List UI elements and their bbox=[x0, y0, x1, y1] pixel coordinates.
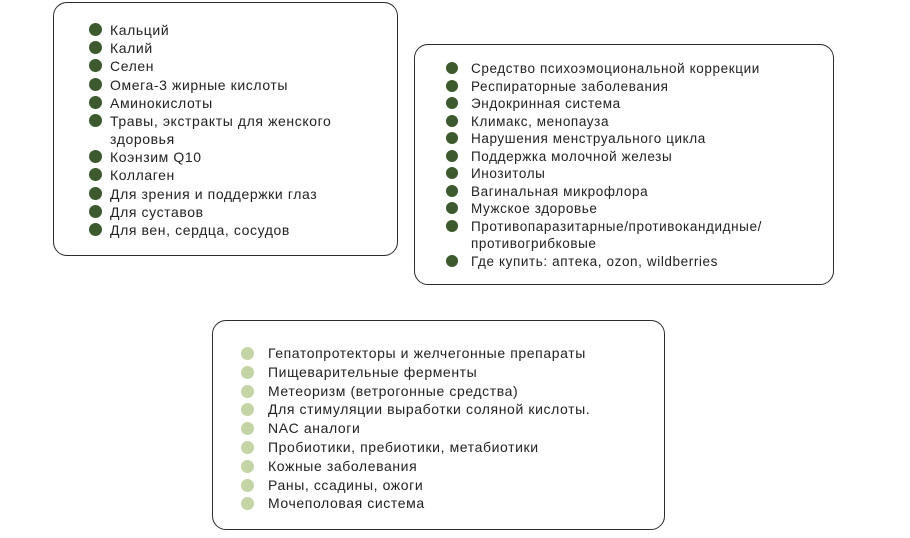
list-item-label: Травы, экстракты для женского здоровья bbox=[110, 112, 332, 147]
list-item-label: Гепатопротекторы и желчегонные препараты bbox=[268, 345, 586, 361]
list-item bbox=[446, 200, 816, 218]
list-item bbox=[446, 148, 816, 166]
bullet-icon bbox=[89, 223, 102, 236]
list-item-label: Коллаген bbox=[110, 167, 175, 184]
list-item bbox=[241, 457, 668, 476]
list-item-label: Раны, ссадины, ожоги bbox=[268, 476, 424, 493]
list-item bbox=[241, 344, 668, 363]
list-item-label: Противопаразитарные/противокандидные/ противогрибковые bbox=[471, 218, 762, 251]
health-areas-list bbox=[446, 60, 816, 270]
list-item bbox=[446, 218, 816, 253]
bullet-icon bbox=[241, 366, 254, 379]
bullet-icon bbox=[446, 115, 458, 127]
bullet-icon bbox=[89, 96, 102, 109]
list-item-label: Аминокислоты bbox=[110, 94, 213, 111]
bullet-icon bbox=[241, 479, 254, 492]
list-item-label: Калий bbox=[110, 40, 153, 57]
bullet-icon bbox=[241, 385, 254, 398]
list-item bbox=[89, 221, 390, 239]
list-item-label: Эндокринная система bbox=[471, 96, 621, 111]
list-item-label: Селен bbox=[110, 58, 155, 75]
list-item-label: Пробиотики, пребиотики, метабиотики bbox=[268, 438, 539, 455]
list-item bbox=[241, 363, 668, 382]
supplements-list bbox=[89, 21, 390, 239]
list-item-label: Где купить: аптека, ozon, wildberries bbox=[471, 253, 718, 269]
bullet-icon bbox=[446, 132, 458, 144]
list-item bbox=[241, 382, 668, 401]
list-item-label: Омега-3 жирные кислоты bbox=[110, 76, 289, 93]
list-item-label: Мочеполовая система bbox=[268, 495, 425, 512]
list-item-label: Климакс, менопауза bbox=[471, 113, 610, 129]
bullet-icon bbox=[89, 23, 102, 36]
bullet-icon bbox=[89, 187, 102, 200]
bullet-icon bbox=[241, 441, 254, 454]
list-item-label: Мужское здоровье bbox=[471, 201, 598, 216]
list-item bbox=[241, 494, 668, 513]
list-item bbox=[446, 183, 816, 201]
list-item-label: Кальций bbox=[110, 22, 170, 38]
list-item-label: Для зрения и поддержки глаз bbox=[110, 185, 318, 202]
list-item bbox=[89, 166, 390, 184]
bullet-icon bbox=[89, 205, 102, 218]
list-item bbox=[89, 112, 390, 148]
list-item-label: Вагинальная микрофлора bbox=[471, 183, 649, 199]
bullet-icon bbox=[446, 202, 458, 214]
list-item-label: Для стимуляции выработки соляной кислоты. bbox=[268, 401, 591, 418]
list-item bbox=[89, 39, 390, 57]
supplements-card bbox=[53, 2, 398, 256]
list-item bbox=[241, 476, 668, 495]
list-item-label: Инозитолы bbox=[471, 166, 546, 181]
digestive-list bbox=[241, 344, 668, 513]
list-item-label: NAC аналоги bbox=[268, 420, 361, 437]
list-item-label: Метеоризм (ветрогонные средства) bbox=[268, 382, 519, 399]
list-item bbox=[89, 185, 390, 203]
list-item bbox=[89, 57, 390, 75]
bullet-icon bbox=[446, 97, 458, 109]
bullet-icon bbox=[446, 255, 458, 267]
bullet-icon bbox=[446, 62, 458, 74]
bullet-icon bbox=[241, 347, 254, 360]
health-areas-card bbox=[414, 44, 834, 285]
list-item bbox=[89, 203, 390, 221]
list-item bbox=[446, 60, 816, 78]
bullet-icon bbox=[446, 185, 458, 197]
list-item bbox=[446, 78, 816, 96]
list-item-label: Средство психоэмоциональной коррекции bbox=[471, 61, 760, 76]
list-item-label: Коэнзим Q10 bbox=[110, 149, 202, 166]
list-item-label: Кожные заболевания bbox=[268, 457, 418, 474]
list-item bbox=[241, 438, 668, 457]
bullet-icon bbox=[446, 80, 458, 92]
bullet-icon bbox=[446, 150, 458, 162]
list-item-label: Для суставов bbox=[110, 203, 204, 220]
list-item-label: Пищеварительные ферменты bbox=[268, 363, 478, 380]
list-item bbox=[241, 400, 668, 419]
list-item bbox=[446, 95, 816, 113]
digestive-card bbox=[212, 320, 665, 530]
list-item bbox=[241, 419, 668, 438]
bullet-icon bbox=[241, 460, 254, 473]
list-item bbox=[446, 113, 816, 131]
list-item bbox=[446, 165, 816, 183]
list-item bbox=[89, 148, 390, 166]
bullet-icon bbox=[446, 220, 458, 232]
list-item bbox=[89, 21, 390, 39]
list-item bbox=[446, 130, 816, 148]
list-item bbox=[89, 94, 390, 112]
list-item-label: Респираторные заболевания bbox=[471, 78, 669, 94]
bullet-icon bbox=[89, 78, 102, 91]
list-item-label: Нарушения менструального цикла bbox=[471, 131, 706, 146]
list-item-label: Поддержка молочной железы bbox=[471, 148, 673, 164]
bullet-icon bbox=[89, 114, 102, 127]
list-item bbox=[446, 253, 816, 271]
list-item-label: Для вен, сердца, сосудов bbox=[110, 221, 290, 238]
list-item bbox=[89, 76, 390, 94]
bullet-icon bbox=[446, 167, 458, 179]
